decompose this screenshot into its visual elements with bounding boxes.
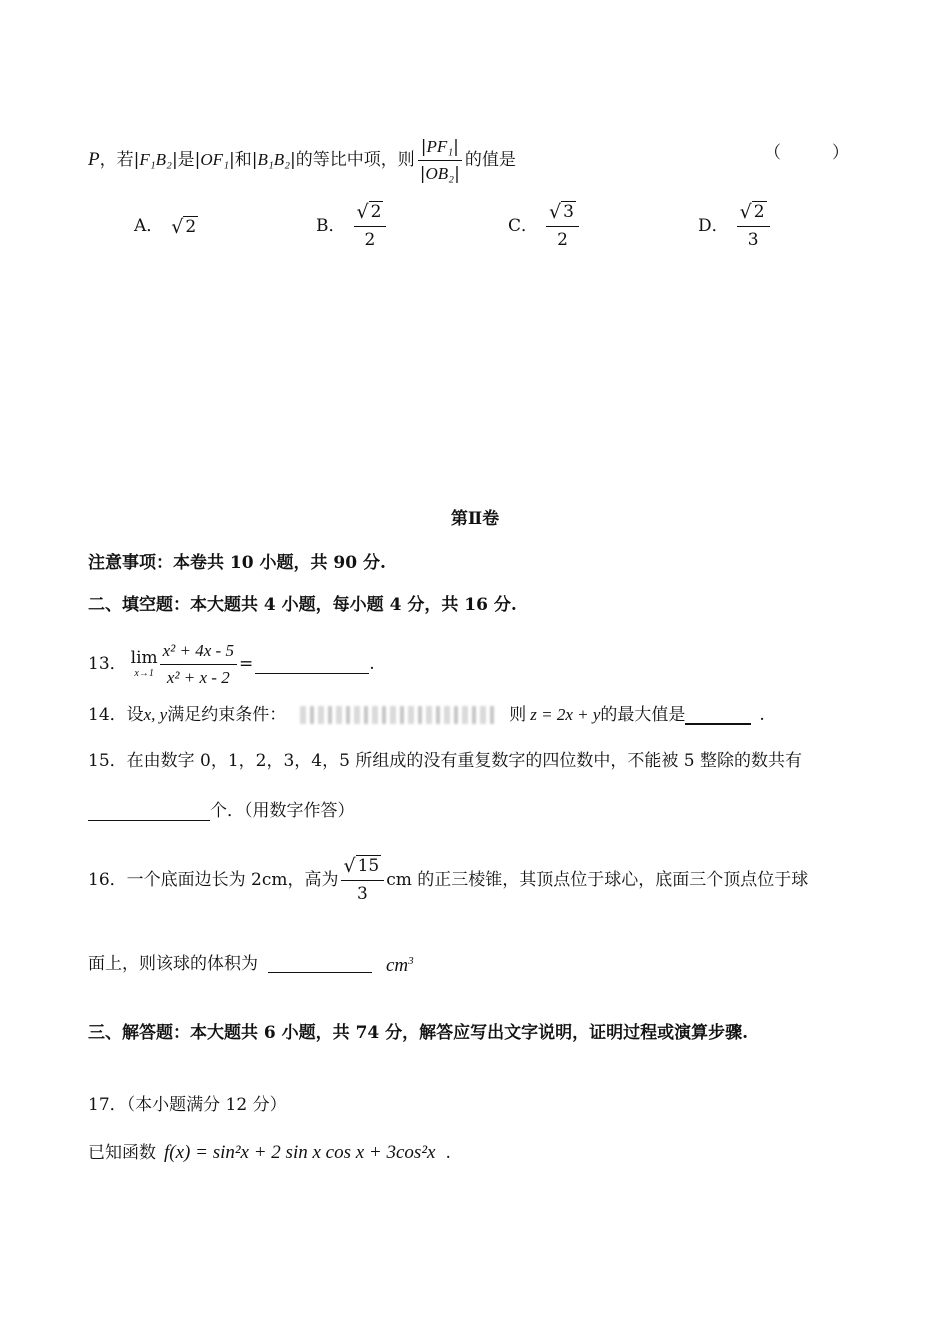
q12-text-3: 和 bbox=[234, 150, 252, 170]
q16-line-1 bbox=[88, 848, 808, 912]
option-c-label: C． bbox=[508, 216, 539, 236]
q12-text-1: ，若 bbox=[99, 150, 134, 170]
q12-abs-of1: |OF₁| bbox=[194, 150, 235, 170]
q16-text-3: 面上，则该球的体积为 bbox=[88, 953, 258, 974]
q12-answer-bracket: （ ） bbox=[764, 143, 849, 163]
option-b-label: B． bbox=[316, 216, 346, 236]
q14-text-2: 满足约束条件： bbox=[167, 705, 287, 725]
q12-ratio-denominator: OB₂ bbox=[425, 163, 455, 183]
q13-fraction: $\frac{\text{x² + 4x - 5}}{\text{x² + x - 2}}$ bbox=[160, 640, 237, 689]
q12-option-a bbox=[134, 206, 198, 246]
section-title: 第Ⅱ卷 bbox=[450, 509, 500, 529]
q12-ratio-fraction: $\frac{\text{|PF₁|}}{\text{|OB₂|}}$ bbox=[417, 136, 463, 185]
q15-line-1: 15．在由数字 0，1，2，3，4，5 所组成的没有重复数字的四位数中，不能被 5 整除的数共有 bbox=[88, 751, 802, 771]
q13-number: 13． bbox=[88, 654, 127, 674]
q12-text-4: 的等比中项，则 bbox=[295, 150, 415, 170]
q14-vars: x, y bbox=[143, 705, 168, 724]
q16-text-2: cm 的正三棱锥，其顶点位于球心，底面三个顶点位于球 bbox=[386, 870, 809, 890]
option-b-fraction: √ 2 2 bbox=[354, 201, 387, 251]
q16-line-2 bbox=[88, 950, 414, 977]
q12-stem bbox=[88, 138, 516, 182]
q16-text-1: 16．一个底面边长为 2cm，高为 bbox=[88, 870, 339, 890]
q12-ratio-numerator: PF₁ bbox=[426, 136, 454, 156]
q16-answer-blank[interactable] bbox=[268, 954, 372, 973]
q16-height-fraction: √ 15 3 bbox=[341, 855, 385, 905]
q12-text-5: 的值是 bbox=[464, 150, 516, 170]
q14-expression: z = 2x + y bbox=[530, 705, 601, 724]
q12-abs-b1b2: |B₁B₂| bbox=[251, 150, 296, 170]
option-a-sqrt: √ 2 bbox=[171, 215, 197, 238]
q14 bbox=[88, 704, 765, 726]
q15-tail: 个．（用数字作答） bbox=[210, 801, 355, 821]
option-c-fraction: √ 3 2 bbox=[546, 201, 579, 251]
q13-limit: lim x→1 bbox=[130, 648, 158, 679]
q14-end: . bbox=[759, 705, 765, 725]
option-d-label: D． bbox=[698, 216, 729, 236]
q12-point-p: P bbox=[88, 149, 100, 170]
q17-intro: 已知函数 bbox=[88, 1143, 156, 1163]
q14-answer-blank[interactable] bbox=[685, 705, 751, 725]
q13 bbox=[88, 636, 375, 692]
answer-section-heading: 三、解答题：本大题共 6 小题，共 74 分，解答应写出文字说明，证明过程或演算步骤. bbox=[88, 1023, 749, 1043]
q12-option-c bbox=[508, 198, 579, 254]
q17-end: . bbox=[445, 1143, 451, 1163]
q13-answer-blank[interactable] bbox=[255, 655, 369, 674]
q12-text-2: 是 bbox=[177, 150, 195, 170]
q12-abs-f1b2: |F₁B₂| bbox=[133, 150, 178, 170]
q17-stem bbox=[88, 1142, 451, 1164]
q13-equals: = bbox=[238, 654, 254, 674]
q16-unit: $cm^3$ bbox=[386, 955, 414, 976]
fill-in-heading: 二、填空题：本大题共 4 小题，每小题 4 分，共 16 分. bbox=[88, 595, 517, 615]
q12-option-b bbox=[316, 198, 386, 254]
q15-line-2 bbox=[88, 800, 355, 822]
q17-formula: f(x) = sin²x + 2 sin x cos x + 3cos²x bbox=[164, 1142, 436, 1163]
q14-constraints-image bbox=[300, 706, 495, 724]
notice-text: 注意事项：本卷共 10 小题，共 90 分. bbox=[88, 553, 386, 573]
option-a-label: A． bbox=[134, 216, 164, 236]
q15-answer-blank[interactable] bbox=[88, 802, 210, 821]
q13-end: . bbox=[369, 654, 375, 674]
q14-text-4: 的最大值是 bbox=[600, 705, 686, 725]
option-d-fraction: √ 2 3 bbox=[737, 201, 770, 251]
q14-text-3: 则 bbox=[509, 705, 527, 725]
q12-option-d bbox=[698, 198, 770, 254]
q14-text-1: 14．设 bbox=[88, 705, 144, 725]
q17-header: 17．（本小题满分 12 分） bbox=[88, 1095, 287, 1115]
